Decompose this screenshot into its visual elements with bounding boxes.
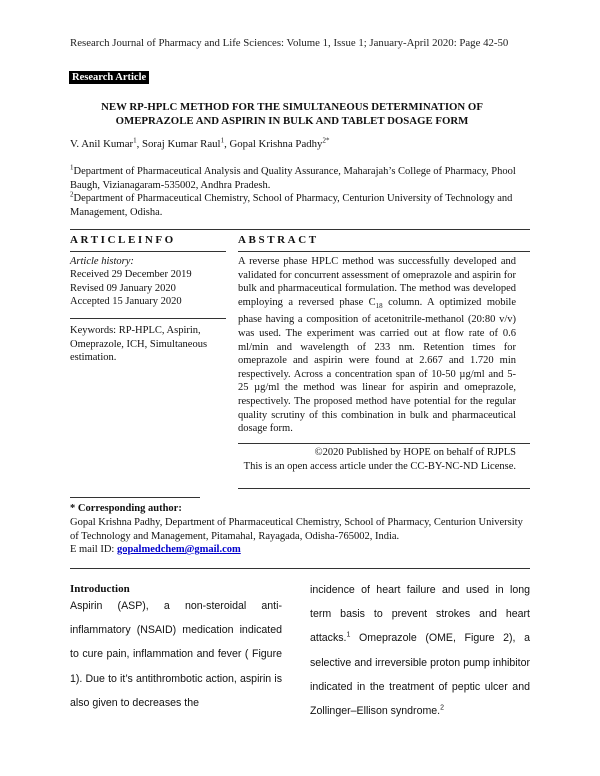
abstract-part: A reverse phase HPLC method was successfully developed and validated for concurrent assessment of omeprazole and aspirin for bulk and pharmaceutical formulation. The method was developed employing a reversed phase C	[238, 256, 516, 308]
affiliation-text: Department of Pharmaceutical Chemistry, School of Pharmacy, Centurion University of Technology and Management, Odisha.	[70, 193, 513, 218]
corresponding-text: Gopal Krishna Padhy, Department of Pharmaceutical Chemistry, School of Pharmacy, Centurion University of Technology and Management, Pitamahal, Rayagada, Odisha-765002, India.	[70, 517, 523, 542]
divider	[238, 251, 530, 252]
received-date: Received 29 December 2019	[70, 269, 192, 280]
intro-text: incidence of heart failure and used in long term basis to prevent strokes and heart attacks.	[310, 584, 530, 645]
article-info-heading: ARTICLEINFO	[70, 234, 176, 246]
divider	[70, 229, 530, 230]
affiliation-sup: 1	[70, 163, 74, 172]
intro-text: Omeprazole (OME, Figure 2), a selective and irreversible proton pump inhibitor indicated in the treatment of peptic ulcer and Zollinger–Ellison syndrome.	[310, 632, 530, 718]
author-sup: 2*	[322, 136, 330, 145]
revised-date: Revised 09 January 2020	[70, 282, 176, 294]
journal-header: Research Journal of Pharmacy and Life Sciences: Volume 1, Issue 1; January-April 2020: Page 42-50	[70, 37, 509, 49]
affiliation	[70, 192, 530, 219]
intro-column-2	[310, 578, 530, 723]
copyright: ©2020 Published by HOPE on behalf of RJPLS	[314, 447, 516, 458]
abstract-subscript: 18	[375, 301, 383, 310]
author-sup: 1	[220, 136, 225, 145]
abstract-part: column. A optimized mobile phase having a composition of acetonitrile-methanol (20:80 v/v) was used. The experiment was carried out at flow rate of 0.6 ml/min and wavelength of 233 nm. Retention times for omeprazole and aspirin were found at 2.667 and 1.720 min respectively. Across a concentration span of 10-50 µg/ml and 5-25 µg/ml the method was linear for aspirin and omeprazole, respectively. The proposed method have potential for the regular quality scrutiny of this combination in bulk and pharmaceutical dosage form.	[238, 296, 516, 435]
abstract-heading: ABSTRACT	[238, 234, 319, 246]
affiliation	[70, 165, 530, 192]
email-link[interactable]: gopalmedchem@gmail.com	[116, 544, 241, 555]
accepted-date: Accepted 15 January 2020	[70, 296, 182, 307]
author-name: Gopal Krishna Padhy	[229, 138, 323, 150]
author-name: V. Anil Kumar	[70, 138, 134, 150]
article-type-badge: Research Article	[69, 71, 149, 84]
license: This is an open access article under the CC-BY-NC-ND License.	[243, 460, 516, 472]
author-list: V. Anil Kumar$^1$, Soraj Kumar Raul$^1$, Gopal Krishna Padhy$^{2*}$	[70, 136, 330, 150]
article-history	[70, 268, 192, 309]
history-label: Article history:	[70, 256, 134, 267]
corresponding-label: * Corresponding author:	[70, 503, 182, 514]
author-sup: 1	[133, 136, 137, 145]
divider	[238, 443, 530, 444]
keywords: Keywords: RP-HPLC, Aspirin, Omeprazole, ICH, Simultaneous estimation.	[70, 325, 208, 363]
email-label: E mail ID:	[70, 544, 117, 555]
divider	[70, 318, 226, 319]
citation-sup: 2	[440, 704, 445, 712]
intro-heading: Introduction	[70, 583, 130, 595]
divider	[70, 568, 530, 569]
divider	[70, 251, 226, 252]
publication-notice	[238, 446, 516, 473]
divider	[70, 497, 200, 498]
corresponding-details	[70, 516, 530, 557]
affiliation-sup: 2	[70, 190, 74, 199]
paper-title: NEW RP-HPLC METHOD FOR THE SIMULTANEOUS DETERMINATION OF OMEPRAZOLE AND ASPIRIN IN BULK AND TABLET DOSAGE FORM	[101, 101, 483, 127]
abstract-text	[238, 255, 516, 436]
author-name: Soraj Kumar Raul	[142, 138, 221, 150]
divider	[238, 488, 530, 489]
citation-sup: 1	[346, 631, 351, 639]
affiliation-text: Department of Pharmaceutical Analysis and Quality Assurance, Maharajah’s College of Pharmacy, Phool Baugh, Vizianagaram-535002, Andhra Pradesh.	[70, 166, 516, 191]
email-line	[70, 543, 530, 557]
intro-column-1: Aspirin (ASP), a non-steroidal anti-inflammatory (NSAID) medication indicated to cure pain, inflammation and fever ( Figure 1). Due to it’s antithrombotic action, aspirin is also given to decreases the	[70, 600, 282, 709]
